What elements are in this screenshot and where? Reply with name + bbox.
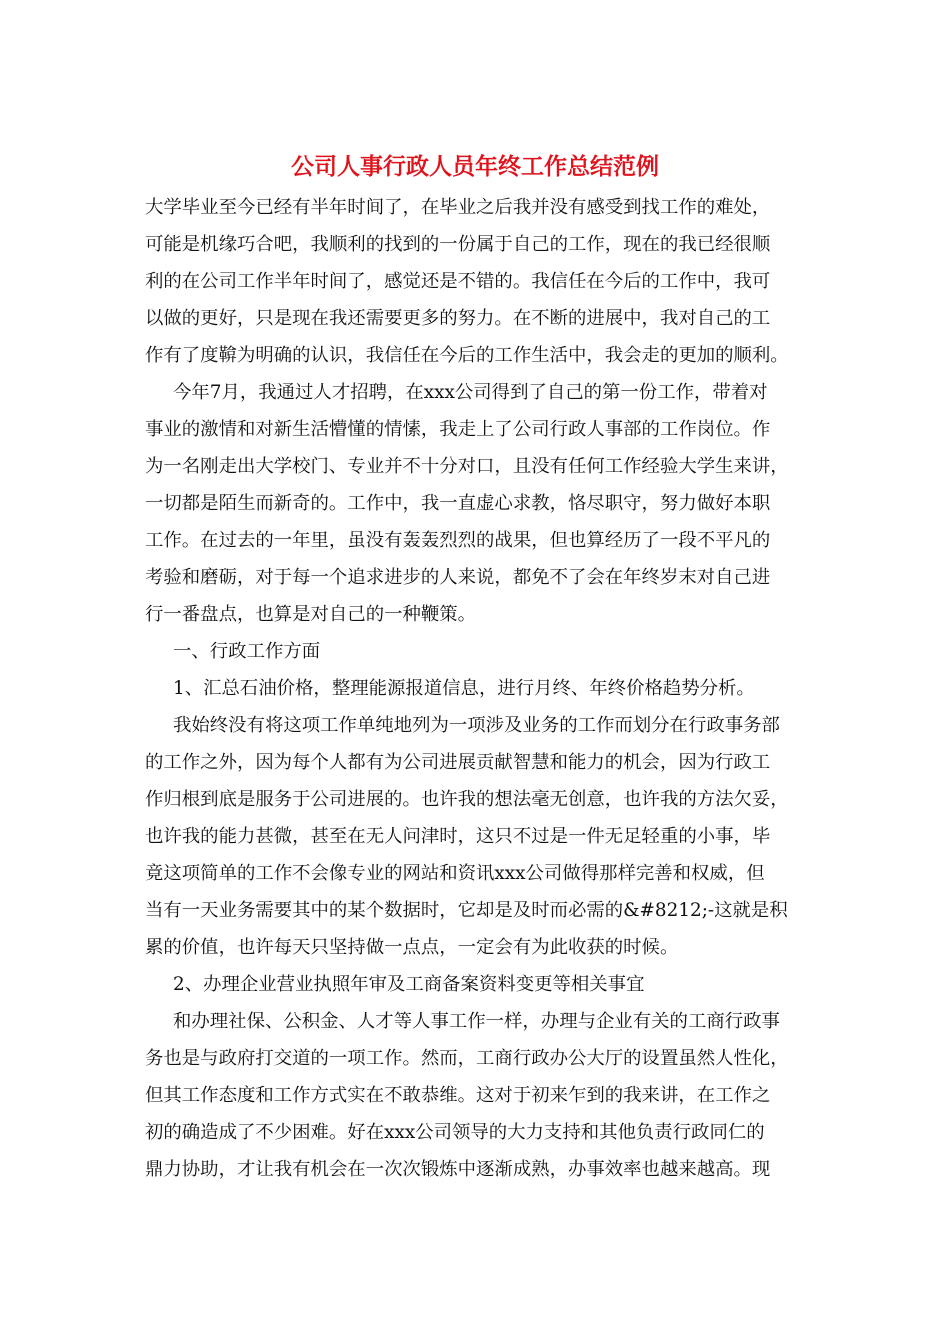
paragraph-line: 务也是与政府打交道的一项工作。然而，工商行政办公大厅的设置虽然人性化， <box>145 1048 789 1069</box>
paragraph-line: 工作。在过去的一年里，虽没有轰轰烈烈的战果，但也算经历了一段不平凡的 <box>145 530 771 551</box>
paragraph-line: 鼎力协助，才让我有机会在一次次锻炼中逐渐成熟，办事效率也越来越高。现 <box>145 1159 771 1180</box>
paragraph-line: 可能是机缘巧合吧，我顺利的找到的一份属于自己的工作，现在的我已经很顺 <box>145 234 771 255</box>
document-title: 公司人事行政人员年终工作总结范例 <box>291 153 659 180</box>
paragraph-line: 为一名刚走出大学校门、专业并不十分对口，且没有任何工作经验大学生来讲， <box>145 456 789 477</box>
paragraph-line: 大学毕业至今已经有半年时间了，在毕业之后我并没有感受到找工作的难处， <box>145 197 771 218</box>
paragraph-line: 也许我的能力甚微，甚至在无人问津时，这只不过是一件无足轻重的小事，毕 <box>145 826 771 847</box>
paragraph-line: 一切都是陌生而新奇的。工作中，我一直虚心求教，恪尽职守，努力做好本职 <box>145 493 771 514</box>
paragraph-line: 的工作之外，因为每个人都有为公司进展贡献智慧和能力的机会，因为行政工 <box>145 752 771 773</box>
paragraph-line: 我始终没有将这项工作单纯地列为一项涉及业务的工作而划分在行政事务部 <box>173 715 780 736</box>
paragraph-line: 行一番盘点，也算是对自己的一种鞭策。 <box>145 604 477 625</box>
paragraph-line: 今年7月，我通过人才招聘，在xxx公司得到了自己的第一份工作，带着对 <box>173 382 768 403</box>
paragraph-line: 累的价值，也许每天只坚持做一点点，一定会有为此收获的时候。 <box>145 937 679 958</box>
paragraph-line: 考验和磨砺，对于每一个追求进步的人来说，都免不了会在年终岁末对自己进 <box>145 567 771 588</box>
paragraph-line: 利的在公司工作半年时间了，感觉还是不错的。我信任在今后的工作中，我可 <box>145 271 771 292</box>
paragraph-line: 竟这项简单的工作不会像专业的网站和资讯xxx公司做得那样完善和权威，但 <box>145 863 765 884</box>
subsection-heading: 1、汇总石油价格，整理能源报道信息，进行月终、年终价格趋势分析。 <box>173 678 755 699</box>
subsection-heading: 2、办理企业营业执照年审及工商备案资料变更等相关事宜 <box>173 974 645 995</box>
paragraph-line: 和办理社保、公积金、人才等人事工作一样，办理与企业有关的工商行政事 <box>173 1011 780 1032</box>
paragraph-line: 当有一天业务需要其中的某个数据时，它却是及时而必需的&#8212;-这就是积 <box>145 900 788 921</box>
paragraph-line: 作有了度鞥为明确的认识，我信任在今后的工作生活中，我会走的更加的顺利。 <box>145 345 789 366</box>
paragraph-line: 初的确造成了不少困难。好在xxx公司领导的大力支持和其他负责行政同仁的 <box>145 1122 765 1143</box>
paragraph-line: 但其工作态度和工作方式实在不敢恭维。这对于初来乍到的我来讲，在工作之 <box>145 1085 771 1106</box>
paragraph-line: 作归根到底是服务于公司进展的。也许我的想法毫无创意，也许我的方法欠妥， <box>145 789 789 810</box>
section-heading: 一、行政工作方面 <box>173 641 321 662</box>
paragraph-line: 以做的更好，只是现在我还需要更多的努力。在不断的进展中，我对自己的工 <box>145 308 771 329</box>
paragraph-line: 事业的激情和对新生活懵懂的情愫，我走上了公司行政人事部的工作岗位。作 <box>145 419 771 440</box>
